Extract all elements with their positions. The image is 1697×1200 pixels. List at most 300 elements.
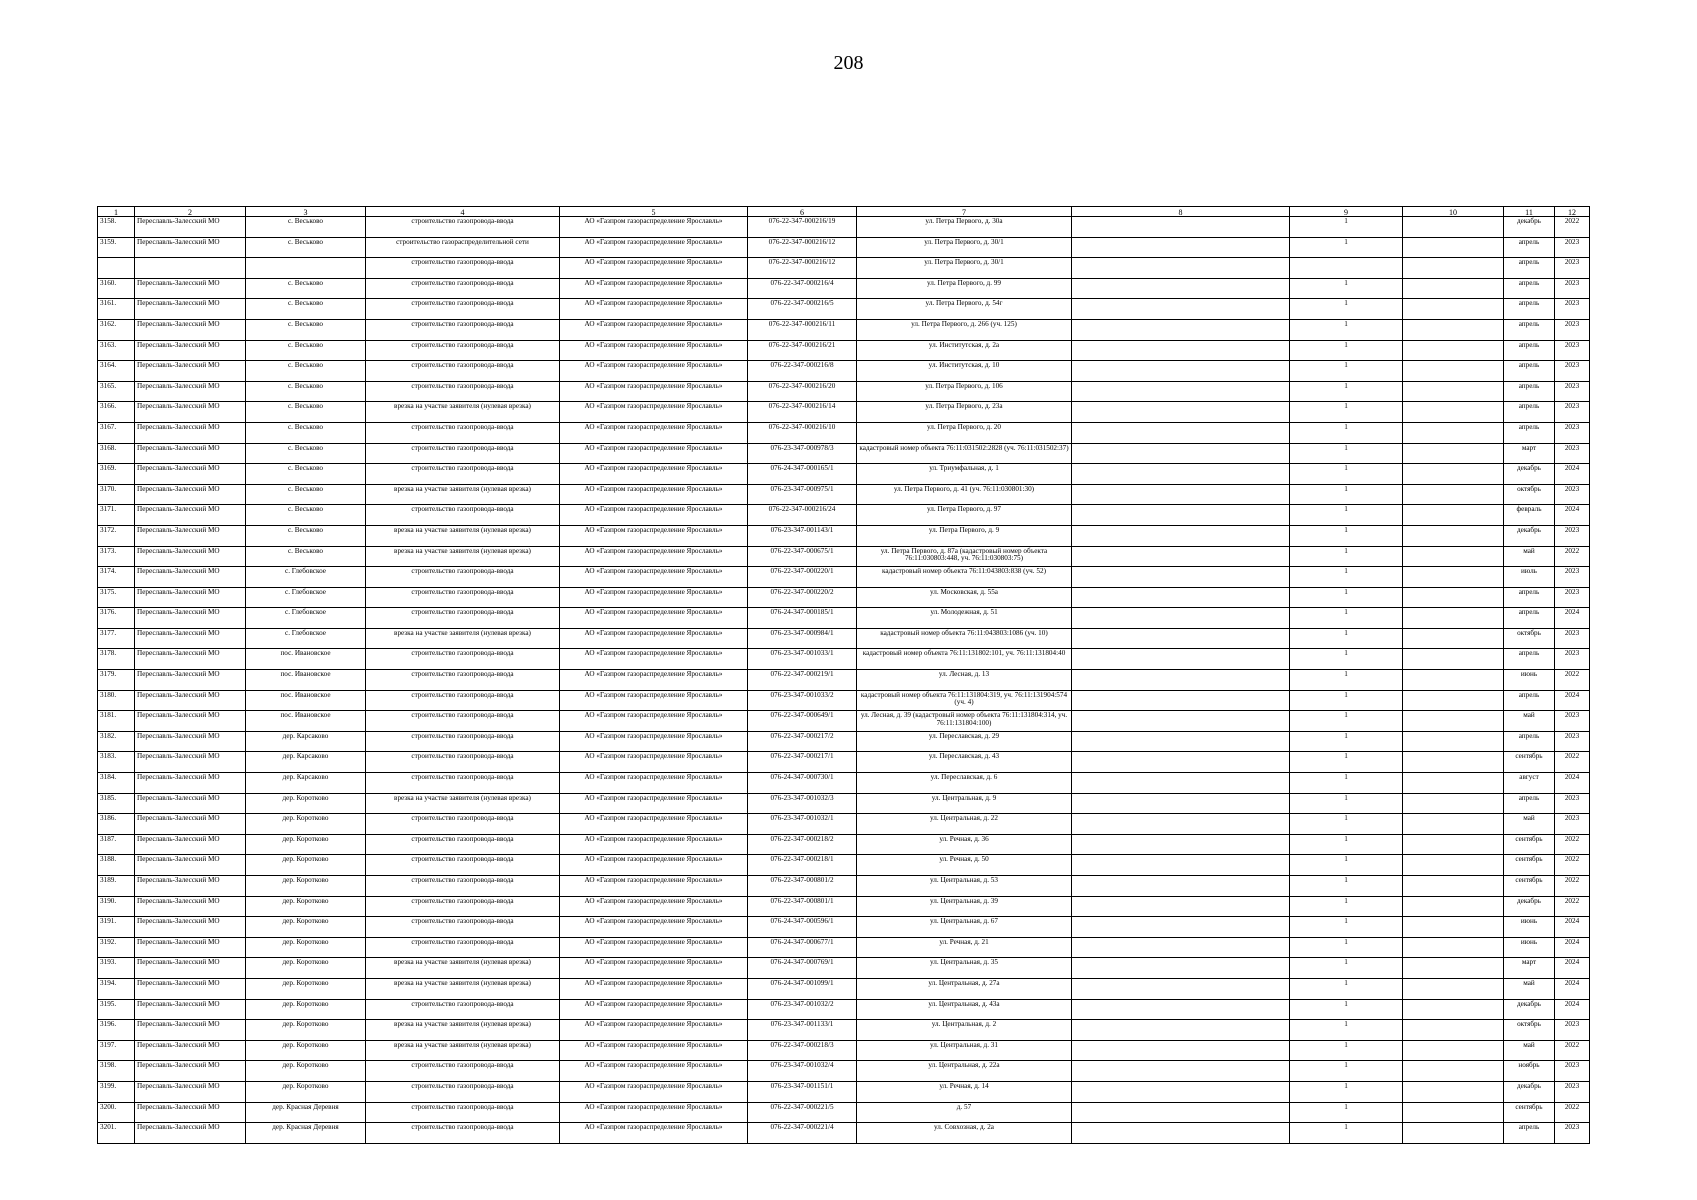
- cell-quantity: 1: [1290, 505, 1403, 526]
- cell-month: май: [1504, 546, 1555, 567]
- cell-year: 2023: [1555, 237, 1590, 258]
- cell-column-10: [1403, 319, 1504, 340]
- cell-quantity: 1: [1290, 464, 1403, 485]
- cell-address: ул. Петра Первого, д. 106: [857, 381, 1072, 402]
- cell-municipality: Переславль-Залесский МО: [135, 834, 246, 855]
- cell-address: ул. Петра Первого, д. 23а: [857, 402, 1072, 423]
- cell-column-8: [1072, 443, 1290, 464]
- cell-address: ул. Петра Первого, д. 20: [857, 422, 1072, 443]
- cell-row-number: 3192.: [98, 937, 135, 958]
- cell-contract-number: 076-22-347-000675/1: [748, 546, 857, 567]
- cell-contract-number: 076-22-347-000216/20: [748, 381, 857, 402]
- cell-quantity: 1: [1290, 793, 1403, 814]
- cell-municipality: Переславль-Залесский МО: [135, 917, 246, 938]
- cell-municipality: Переславль-Залесский МО: [135, 505, 246, 526]
- cell-column-8: [1072, 773, 1290, 794]
- cell-row-number: 3196.: [98, 1020, 135, 1041]
- cell-quantity: 1: [1290, 814, 1403, 835]
- cell-settlement: дер. Карсаково: [246, 731, 366, 752]
- cell-month: июнь: [1504, 917, 1555, 938]
- cell-year: 2022: [1555, 1040, 1590, 1061]
- cell-month: май: [1504, 814, 1555, 835]
- cell-quantity: [1290, 258, 1403, 279]
- cell-column-10: [1403, 361, 1504, 382]
- cell-contract-number: 076-23-347-000978/3: [748, 443, 857, 464]
- cell-address: кадастровый номер объекта 76:11:043803:838 (уч. 52): [857, 567, 1072, 588]
- cell-settlement: с. Глебовское: [246, 567, 366, 588]
- cell-row-number: 3182.: [98, 731, 135, 752]
- cell-year: 2023: [1555, 1061, 1590, 1082]
- cell-work-type: врезка на участке заявителя (нулевая врезка): [366, 1020, 560, 1041]
- cell-work-type: врезка на участке заявителя (нулевая врезка): [366, 402, 560, 423]
- cell-column-10: [1403, 628, 1504, 649]
- cell-row-number: 3186.: [98, 814, 135, 835]
- cell-column-8: [1072, 319, 1290, 340]
- cell-address: ул. Переславская, д. 43: [857, 752, 1072, 773]
- cell-month: апрель: [1504, 361, 1555, 382]
- cell-column-10: [1403, 896, 1504, 917]
- cell-organization: АО «Газпром газораспределение Ярославль»: [560, 978, 748, 999]
- cell-column-8: [1072, 1102, 1290, 1123]
- cell-row-number: 3167.: [98, 422, 135, 443]
- column-header-6: 6: [748, 207, 857, 217]
- table-row: [98, 1081, 1590, 1102]
- cell-settlement: дер. Коротково: [246, 1061, 366, 1082]
- cell-municipality: Переславль-Залесский МО: [135, 1040, 246, 1061]
- cell-quantity: 1: [1290, 1061, 1403, 1082]
- cell-month: апрель: [1504, 258, 1555, 279]
- cell-municipality: Переславль-Залесский МО: [135, 628, 246, 649]
- cell-row-number: 3166.: [98, 402, 135, 423]
- cell-municipality: Переславль-Залесский МО: [135, 1123, 246, 1144]
- cell-settlement: с. Глебовское: [246, 608, 366, 629]
- column-header-8: 8: [1072, 207, 1290, 217]
- cell-work-type: врезка на участке заявителя (нулевая врезка): [366, 546, 560, 567]
- cell-column-8: [1072, 381, 1290, 402]
- cell-settlement: дер. Коротково: [246, 1081, 366, 1102]
- cell-column-10: [1403, 546, 1504, 567]
- table-row: [98, 752, 1590, 773]
- cell-row-number: 3165.: [98, 381, 135, 402]
- cell-settlement: с. Веськово: [246, 319, 366, 340]
- cell-month: декабрь: [1504, 896, 1555, 917]
- cell-settlement: с. Веськово: [246, 381, 366, 402]
- cell-municipality: Переславль-Залесский МО: [135, 546, 246, 567]
- cell-row-number: 3200.: [98, 1102, 135, 1123]
- cell-row-number: 3176.: [98, 608, 135, 629]
- column-header-7: 7: [857, 207, 1072, 217]
- table-row: [98, 361, 1590, 382]
- cell-quantity: 1: [1290, 381, 1403, 402]
- cell-organization: АО «Газпром газораспределение Ярославль»: [560, 484, 748, 505]
- cell-work-type: строительство газопровода-ввода: [366, 464, 560, 485]
- table-row: [98, 999, 1590, 1020]
- cell-column-10: [1403, 690, 1504, 711]
- table-row: [98, 978, 1590, 999]
- cell-column-8: [1072, 422, 1290, 443]
- cell-contract-number: 076-23-347-001032/2: [748, 999, 857, 1020]
- cell-work-type: строительство газопровода-ввода: [366, 258, 560, 279]
- column-header-5: 5: [560, 207, 748, 217]
- cell-quantity: 1: [1290, 278, 1403, 299]
- cell-column-8: [1072, 464, 1290, 485]
- table-row: [98, 876, 1590, 897]
- cell-work-type: строительство газопровода-ввода: [366, 834, 560, 855]
- cell-row-number: 3185.: [98, 793, 135, 814]
- cell-contract-number: 076-22-347-000220/2: [748, 587, 857, 608]
- cell-column-8: [1072, 1123, 1290, 1144]
- cell-work-type: строительство газопровода-ввода: [366, 587, 560, 608]
- cell-contract-number: 076-22-347-000801/1: [748, 896, 857, 917]
- cell-column-8: [1072, 1061, 1290, 1082]
- cell-year: 2022: [1555, 217, 1590, 238]
- cell-address: кадастровый номер объекта 76:11:043803:1086 (уч. 10): [857, 628, 1072, 649]
- cell-organization: АО «Газпром газораспределение Ярославль»: [560, 690, 748, 711]
- cell-settlement: дер. Коротково: [246, 978, 366, 999]
- cell-organization: АО «Газпром газораспределение Ярославль»: [560, 999, 748, 1020]
- cell-settlement: с. Веськово: [246, 299, 366, 320]
- cell-month: декабрь: [1504, 999, 1555, 1020]
- cell-organization: АО «Газпром газораспределение Ярославль»: [560, 258, 748, 279]
- cell-year: 2022: [1555, 855, 1590, 876]
- cell-quantity: 1: [1290, 237, 1403, 258]
- cell-contract-number: 076-23-347-001143/1: [748, 525, 857, 546]
- cell-municipality: Переславль-Залесский МО: [135, 731, 246, 752]
- cell-column-8: [1072, 958, 1290, 979]
- cell-settlement: с. Веськово: [246, 443, 366, 464]
- cell-work-type: строительство газопровода-ввода: [366, 670, 560, 691]
- cell-municipality: Переславль-Залесский МО: [135, 1081, 246, 1102]
- table-row: [98, 937, 1590, 958]
- cell-settlement: с. Веськово: [246, 505, 366, 526]
- cell-column-10: [1403, 855, 1504, 876]
- cell-address: ул. Центральная, д. 35: [857, 958, 1072, 979]
- cell-organization: АО «Газпром газораспределение Ярославль»: [560, 217, 748, 238]
- cell-organization: АО «Газпром газораспределение Ярославль»: [560, 752, 748, 773]
- cell-settlement: дер. Коротково: [246, 876, 366, 897]
- cell-year: 2023: [1555, 278, 1590, 299]
- cell-contract-number: 076-22-347-000219/1: [748, 670, 857, 691]
- cell-year: 2023: [1555, 1020, 1590, 1041]
- cell-column-8: [1072, 567, 1290, 588]
- cell-column-8: [1072, 752, 1290, 773]
- cell-organization: АО «Газпром газораспределение Ярославль»: [560, 1102, 748, 1123]
- cell-column-8: [1072, 690, 1290, 711]
- cell-column-10: [1403, 958, 1504, 979]
- cell-month: апрель: [1504, 381, 1555, 402]
- cell-contract-number: 076-24-347-000596/1: [748, 917, 857, 938]
- cell-row-number: 3178.: [98, 649, 135, 670]
- cell-work-type: строительство газопровода-ввода: [366, 567, 560, 588]
- cell-settlement: дер. Коротково: [246, 855, 366, 876]
- cell-settlement: дер. Коротково: [246, 793, 366, 814]
- cell-row-number: 3179.: [98, 670, 135, 691]
- table-row: [98, 587, 1590, 608]
- table-row: [98, 464, 1590, 485]
- cell-quantity: 1: [1290, 958, 1403, 979]
- cell-quantity: 1: [1290, 628, 1403, 649]
- cell-year: 2023: [1555, 567, 1590, 588]
- cell-municipality: Переславль-Залесский МО: [135, 876, 246, 897]
- cell-quantity: 1: [1290, 567, 1403, 588]
- cell-month: июнь: [1504, 670, 1555, 691]
- cell-month: апрель: [1504, 340, 1555, 361]
- cell-column-10: [1403, 402, 1504, 423]
- cell-quantity: 1: [1290, 1123, 1403, 1144]
- cell-row-number: 3184.: [98, 773, 135, 794]
- table-row: [98, 443, 1590, 464]
- cell-municipality: Переславль-Залесский МО: [135, 464, 246, 485]
- cell-municipality: Переславль-Залесский МО: [135, 217, 246, 238]
- table-row: [98, 237, 1590, 258]
- cell-municipality: Переславль-Залесский МО: [135, 649, 246, 670]
- cell-column-10: [1403, 587, 1504, 608]
- cell-column-10: [1403, 1102, 1504, 1123]
- cell-column-10: [1403, 278, 1504, 299]
- table-row: [98, 484, 1590, 505]
- cell-column-10: [1403, 1020, 1504, 1041]
- cell-work-type: строительство газопровода-ввода: [366, 608, 560, 629]
- cell-column-8: [1072, 505, 1290, 526]
- cell-quantity: 1: [1290, 1020, 1403, 1041]
- cell-address: ул. Петра Первого, д. 54г: [857, 299, 1072, 320]
- cell-address: ул. Центральная, д. 22: [857, 814, 1072, 835]
- cell-month: апрель: [1504, 608, 1555, 629]
- cell-municipality: Переславль-Залесский МО: [135, 237, 246, 258]
- cell-contract-number: 076-24-347-000677/1: [748, 937, 857, 958]
- cell-settlement: с. Веськово: [246, 422, 366, 443]
- cell-quantity: 1: [1290, 340, 1403, 361]
- cell-row-number: 3170.: [98, 484, 135, 505]
- cell-address: ул. Центральная, д. 2: [857, 1020, 1072, 1041]
- cell-year: 2024: [1555, 690, 1590, 711]
- cell-work-type: строительство газопровода-ввода: [366, 443, 560, 464]
- cell-settlement: пос. Ивановское: [246, 690, 366, 711]
- cell-row-number: 3168.: [98, 443, 135, 464]
- cell-year: 2022: [1555, 834, 1590, 855]
- cell-municipality: Переславль-Залесский МО: [135, 567, 246, 588]
- cell-row-number: 3191.: [98, 917, 135, 938]
- cell-work-type: врезка на участке заявителя (нулевая врезка): [366, 484, 560, 505]
- table-row: [98, 299, 1590, 320]
- cell-address: ул. Московская, д. 55а: [857, 587, 1072, 608]
- cell-year: 2023: [1555, 340, 1590, 361]
- cell-year: 2023: [1555, 258, 1590, 279]
- cell-column-8: [1072, 587, 1290, 608]
- cell-row-number: 3172.: [98, 525, 135, 546]
- cell-settlement: с. Веськово: [246, 525, 366, 546]
- cell-address: кадастровый номер объекта 76:11:131802:101, уч. 76:11:131804:40: [857, 649, 1072, 670]
- cell-address: ул. Центральная, д. 43а: [857, 999, 1072, 1020]
- cell-year: 2023: [1555, 711, 1590, 732]
- cell-column-10: [1403, 422, 1504, 443]
- gas-connection-table: [97, 206, 1590, 1144]
- cell-settlement: с. Веськово: [246, 484, 366, 505]
- cell-work-type: строительство газопровода-ввода: [366, 814, 560, 835]
- cell-year: 2024: [1555, 917, 1590, 938]
- cell-column-10: [1403, 649, 1504, 670]
- table-row: [98, 1123, 1590, 1144]
- cell-column-8: [1072, 402, 1290, 423]
- cell-month: апрель: [1504, 731, 1555, 752]
- cell-organization: АО «Газпром газораспределение Ярославль»: [560, 381, 748, 402]
- table-row: [98, 855, 1590, 876]
- cell-column-10: [1403, 217, 1504, 238]
- cell-address: ул. Речная, д. 36: [857, 834, 1072, 855]
- cell-work-type: строительство газопровода-ввода: [366, 278, 560, 299]
- cell-settlement: с. Веськово: [246, 237, 366, 258]
- cell-settlement: [246, 258, 366, 279]
- cell-organization: АО «Газпром газораспределение Ярославль»: [560, 505, 748, 526]
- cell-work-type: строительство газопровода-ввода: [366, 1123, 560, 1144]
- cell-settlement: с. Веськово: [246, 361, 366, 382]
- cell-month: сентябрь: [1504, 876, 1555, 897]
- cell-municipality: Переславль-Залесский МО: [135, 608, 246, 629]
- cell-quantity: 1: [1290, 896, 1403, 917]
- cell-quantity: 1: [1290, 690, 1403, 711]
- cell-contract-number: 076-23-347-001032/1: [748, 814, 857, 835]
- cell-organization: АО «Газпром газораспределение Ярославль»: [560, 855, 748, 876]
- cell-work-type: строительство газопровода-ввода: [366, 917, 560, 938]
- cell-address: ул. Петра Первого, д. 30/1: [857, 237, 1072, 258]
- cell-column-8: [1072, 484, 1290, 505]
- cell-year: 2024: [1555, 505, 1590, 526]
- cell-organization: АО «Газпром газораспределение Ярославль»: [560, 340, 748, 361]
- cell-contract-number: 076-22-347-000217/1: [748, 752, 857, 773]
- cell-organization: АО «Газпром газораспределение Ярославль»: [560, 958, 748, 979]
- cell-municipality: Переславль-Залесский МО: [135, 340, 246, 361]
- cell-column-10: [1403, 999, 1504, 1020]
- cell-quantity: 1: [1290, 999, 1403, 1020]
- cell-quantity: 1: [1290, 217, 1403, 238]
- cell-settlement: пос. Ивановское: [246, 670, 366, 691]
- cell-column-8: [1072, 793, 1290, 814]
- cell-organization: АО «Газпром газораспределение Ярославль»: [560, 278, 748, 299]
- cell-municipality: Переславль-Залесский МО: [135, 937, 246, 958]
- cell-address: ул. Центральная, д. 53: [857, 876, 1072, 897]
- cell-month: апрель: [1504, 422, 1555, 443]
- cell-organization: АО «Газпром газораспределение Ярославль»: [560, 525, 748, 546]
- table-row: [98, 670, 1590, 691]
- cell-month: октябрь: [1504, 1020, 1555, 1041]
- cell-address: ул. Речная, д. 21: [857, 937, 1072, 958]
- cell-work-type: строительство газопровода-ввода: [366, 361, 560, 382]
- cell-month: ноябрь: [1504, 1061, 1555, 1082]
- cell-year: 2022: [1555, 546, 1590, 567]
- cell-year: 2023: [1555, 381, 1590, 402]
- cell-address: ул. Петра Первого, д. 97: [857, 505, 1072, 526]
- cell-organization: АО «Газпром газораспределение Ярославль»: [560, 402, 748, 423]
- table-row: [98, 1061, 1590, 1082]
- cell-address: ул. Центральная, д. 27а: [857, 978, 1072, 999]
- cell-settlement: дер. Карсаково: [246, 752, 366, 773]
- cell-work-type: строительство газопровода-ввода: [366, 319, 560, 340]
- cell-year: 2023: [1555, 731, 1590, 752]
- cell-address: ул. Институтская, д. 10: [857, 361, 1072, 382]
- cell-row-number: 3194.: [98, 978, 135, 999]
- cell-year: 2023: [1555, 299, 1590, 320]
- cell-row-number: 3164.: [98, 361, 135, 382]
- cell-month: апрель: [1504, 1123, 1555, 1144]
- cell-organization: АО «Газпром газораспределение Ярославль»: [560, 319, 748, 340]
- cell-settlement: с. Веськово: [246, 464, 366, 485]
- cell-settlement: пос. Ивановское: [246, 711, 366, 732]
- cell-organization: АО «Газпром газораспределение Ярославль»: [560, 917, 748, 938]
- cell-year: 2022: [1555, 876, 1590, 897]
- cell-work-type: строительство газопровода-ввода: [366, 381, 560, 402]
- table-row: [98, 217, 1590, 238]
- cell-work-type: строительство газопровода-ввода: [366, 299, 560, 320]
- cell-row-number: 3162.: [98, 319, 135, 340]
- cell-year: 2023: [1555, 361, 1590, 382]
- cell-organization: АО «Газпром газораспределение Ярославль»: [560, 608, 748, 629]
- cell-year: 2023: [1555, 1123, 1590, 1144]
- cell-row-number: 3173.: [98, 546, 135, 567]
- cell-address: ул. Триумфальная, д. 1: [857, 464, 1072, 485]
- cell-address: ул. Петра Первого, д. 41 (уч. 76:11:030801:30): [857, 484, 1072, 505]
- table-row: [98, 958, 1590, 979]
- cell-settlement: дер. Коротково: [246, 999, 366, 1020]
- cell-settlement: дер. Коротково: [246, 917, 366, 938]
- cell-contract-number: 076-22-347-000216/5: [748, 299, 857, 320]
- cell-municipality: Переславль-Залесский МО: [135, 999, 246, 1020]
- cell-contract-number: 076-22-347-000649/1: [748, 711, 857, 732]
- cell-organization: АО «Газпром газораспределение Ярославль»: [560, 773, 748, 794]
- cell-column-8: [1072, 525, 1290, 546]
- cell-column-10: [1403, 773, 1504, 794]
- cell-row-number: 3169.: [98, 464, 135, 485]
- cell-address: ул. Центральная, д. 39: [857, 896, 1072, 917]
- column-header-11: 11: [1504, 207, 1555, 217]
- cell-contract-number: 076-24-347-001099/1: [748, 978, 857, 999]
- cell-work-type: строительство газопровода-ввода: [366, 876, 560, 897]
- cell-quantity: 1: [1290, 855, 1403, 876]
- cell-contract-number: 076-22-347-000801/2: [748, 876, 857, 897]
- cell-row-number: 3160.: [98, 278, 135, 299]
- table-row: [98, 319, 1590, 340]
- cell-row-number: 3199.: [98, 1081, 135, 1102]
- cell-month: май: [1504, 711, 1555, 732]
- cell-work-type: строительство газопровода-ввода: [366, 752, 560, 773]
- cell-address: ул. Речная, д. 14: [857, 1081, 1072, 1102]
- cell-column-8: [1072, 1081, 1290, 1102]
- cell-work-type: строительство газопровода-ввода: [366, 690, 560, 711]
- cell-row-number: 3159.: [98, 237, 135, 258]
- cell-municipality: Переславль-Залесский МО: [135, 814, 246, 835]
- cell-row-number: 3181.: [98, 711, 135, 732]
- cell-contract-number: 076-24-347-000769/1: [748, 958, 857, 979]
- cell-contract-number: 076-23-347-001151/1: [748, 1081, 857, 1102]
- cell-month: май: [1504, 1040, 1555, 1061]
- cell-work-type: строительство газопровода-ввода: [366, 731, 560, 752]
- cell-month: октябрь: [1504, 628, 1555, 649]
- cell-column-8: [1072, 896, 1290, 917]
- cell-row-number: 3195.: [98, 999, 135, 1020]
- cell-column-8: [1072, 340, 1290, 361]
- cell-month: апрель: [1504, 793, 1555, 814]
- cell-settlement: дер. Коротково: [246, 834, 366, 855]
- cell-address: кадастровый номер объекта 76:11:131804:319, уч. 76:11:131904:574 (уч. 4): [857, 690, 1072, 711]
- cell-municipality: Переславль-Залесский МО: [135, 381, 246, 402]
- cell-quantity: 1: [1290, 917, 1403, 938]
- cell-address: ул. Петра Первого, д. 99: [857, 278, 1072, 299]
- cell-row-number: 3201.: [98, 1123, 135, 1144]
- cell-organization: АО «Газпром газораспределение Ярославль»: [560, 649, 748, 670]
- cell-column-10: [1403, 299, 1504, 320]
- cell-work-type: строительство газопровода-ввода: [366, 505, 560, 526]
- cell-work-type: врезка на участке заявителя (нулевая врезка): [366, 958, 560, 979]
- cell-work-type: строительство газопровода-ввода: [366, 649, 560, 670]
